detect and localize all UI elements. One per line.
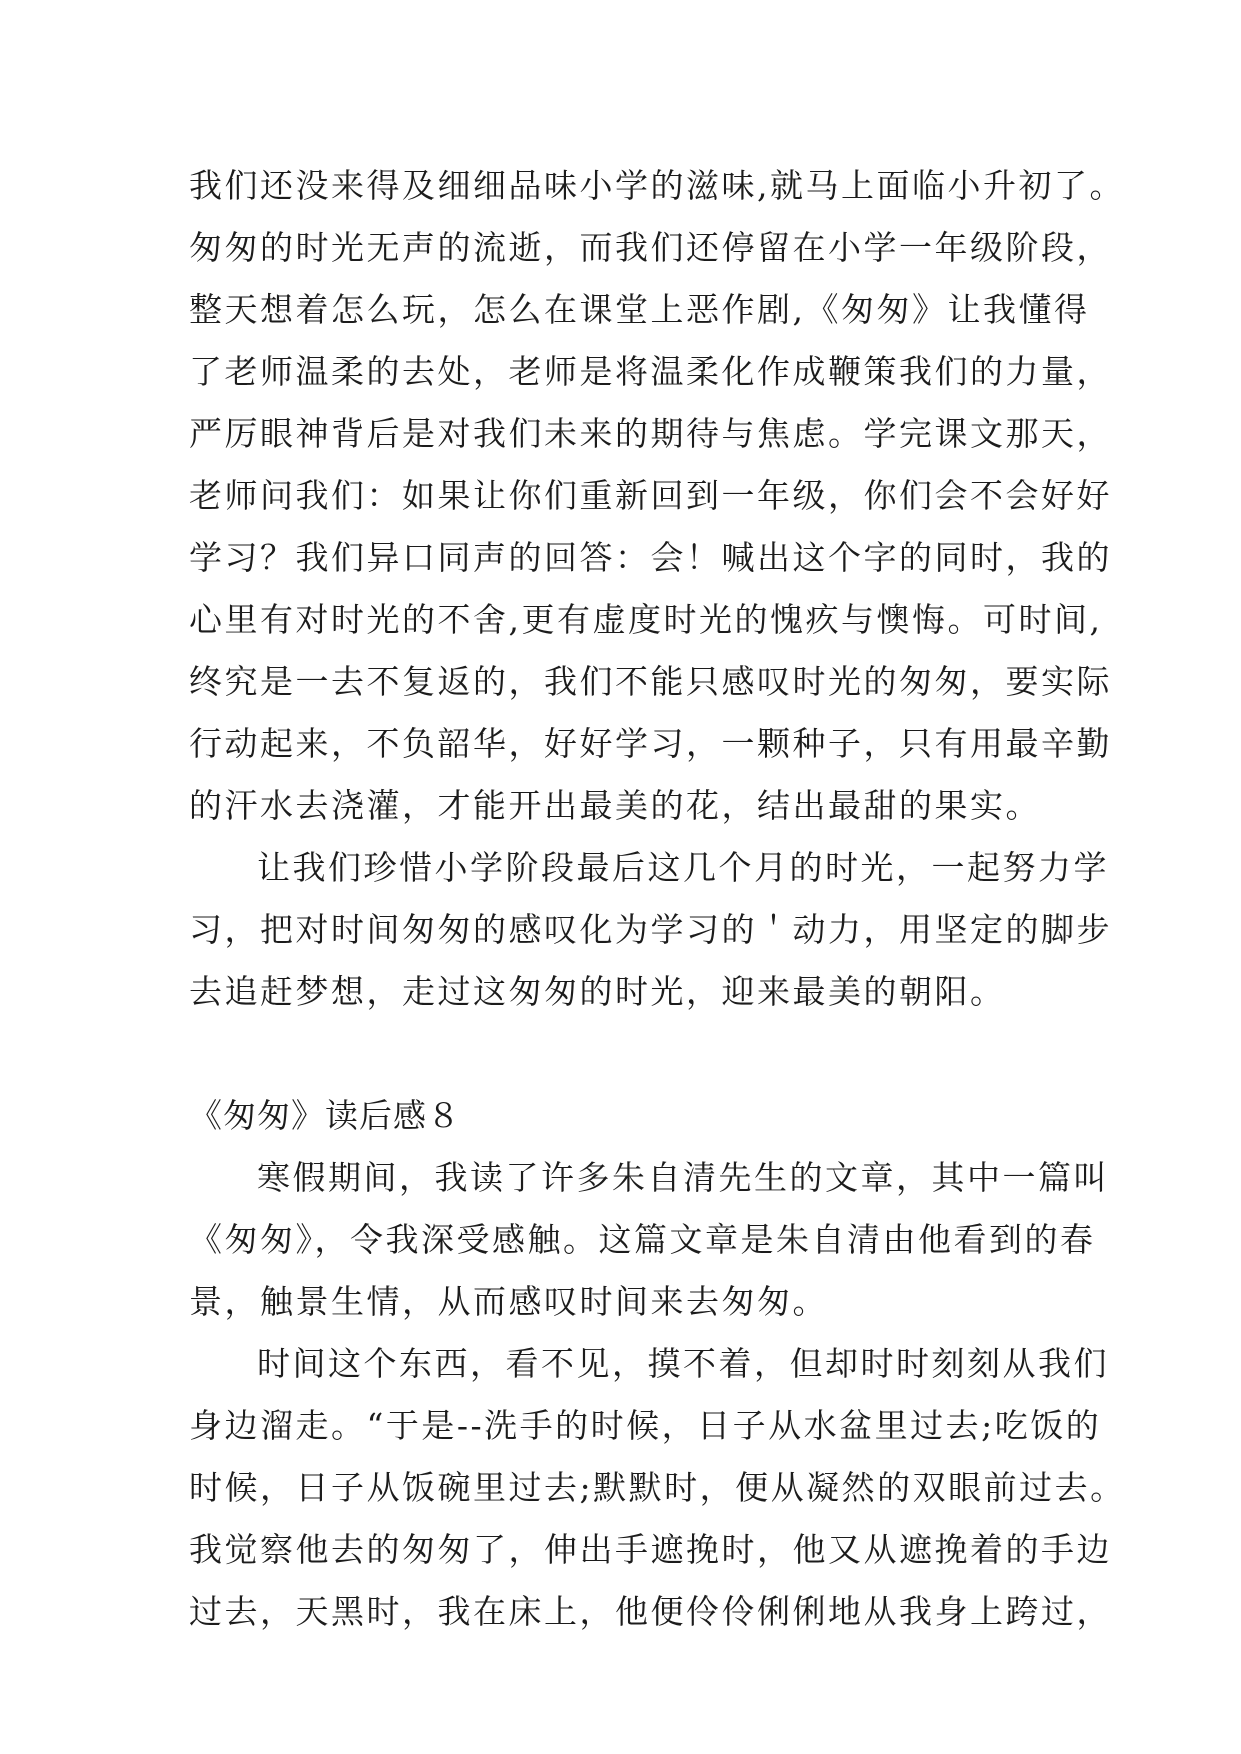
- text-line: 过去，天黑时，我在床上，他便伶伶俐俐地从我身上跨过，: [189, 1592, 1112, 1631]
- text-line: 的汗水去浇灌，才能开出最美的花，结出最甜的果实。: [189, 786, 1041, 825]
- text-line: 严厉眼神背后是对我们未来的期待与焦虑。学完课文那天，: [189, 414, 1112, 453]
- text-line: 行动起来，不负韶华，好好学习，一颗种子，只有用最辛勤: [189, 724, 1112, 763]
- section-heading: 《匆匆》读后感８: [189, 1096, 461, 1135]
- text-line: 终究是一去不复返的，我们不能只感叹时光的匆匆，要实际: [189, 662, 1112, 701]
- text-line: 我们还没来得及细细品味小学的滋味,就马上面临小升初了。: [189, 166, 1125, 205]
- text-line: 时间这个东西，看不见，摸不着，但却时时刻刻从我们: [257, 1344, 1109, 1383]
- text-line: 学习？我们异口同声的回答：会！喊出这个字的同时，我的: [189, 538, 1112, 577]
- text-line: 《匆匆》，令我深受感触。这篇文章是朱自清由他看到的春: [189, 1220, 1096, 1259]
- text-line: 身边溜走。“于是--洗手的时候，日子从水盆里过去;吃饭的: [189, 1406, 1102, 1445]
- text-line: 景，触景生情，从而感叹时间来去匆匆。: [189, 1282, 828, 1321]
- text-line: 我觉察他去的匆匆了，伸出手遮挽时，他又从遮挽着的手边: [189, 1530, 1112, 1569]
- text-line: 整天想着怎么玩，怎么在课堂上恶作剧,《匆匆》让我懂得: [189, 290, 1090, 329]
- text-line: 时候，日子从饭碗里过去;默默时，便从凝然的双眼前过去。: [189, 1468, 1126, 1507]
- text-line: 匆匆的时光无声的流逝，而我们还停留在小学一年级阶段，: [189, 228, 1112, 267]
- text-line: 老师问我们：如果让你们重新回到一年级，你们会不会好好: [189, 476, 1112, 515]
- text-line: 寒假期间，我读了许多朱自清先生的文章，其中一篇叫: [257, 1158, 1109, 1197]
- text-line: 习，把对时间匆匆的感叹化为学习的＇动力，用坚定的脚步: [189, 910, 1112, 949]
- text-line: 心里有对时光的不舍,更有虚度时光的愧疚与懊悔。可时间,: [189, 600, 1103, 639]
- text-line: 了老师温柔的去处，老师是将温柔化作成鞭策我们的力量，: [189, 352, 1112, 391]
- text-line: 让我们珍惜小学阶段最后这几个月的时光，一起努力学: [257, 848, 1109, 887]
- text-line: 去追赶梦想，走过这匆匆的时光，迎来最美的朝阳。: [189, 972, 1006, 1011]
